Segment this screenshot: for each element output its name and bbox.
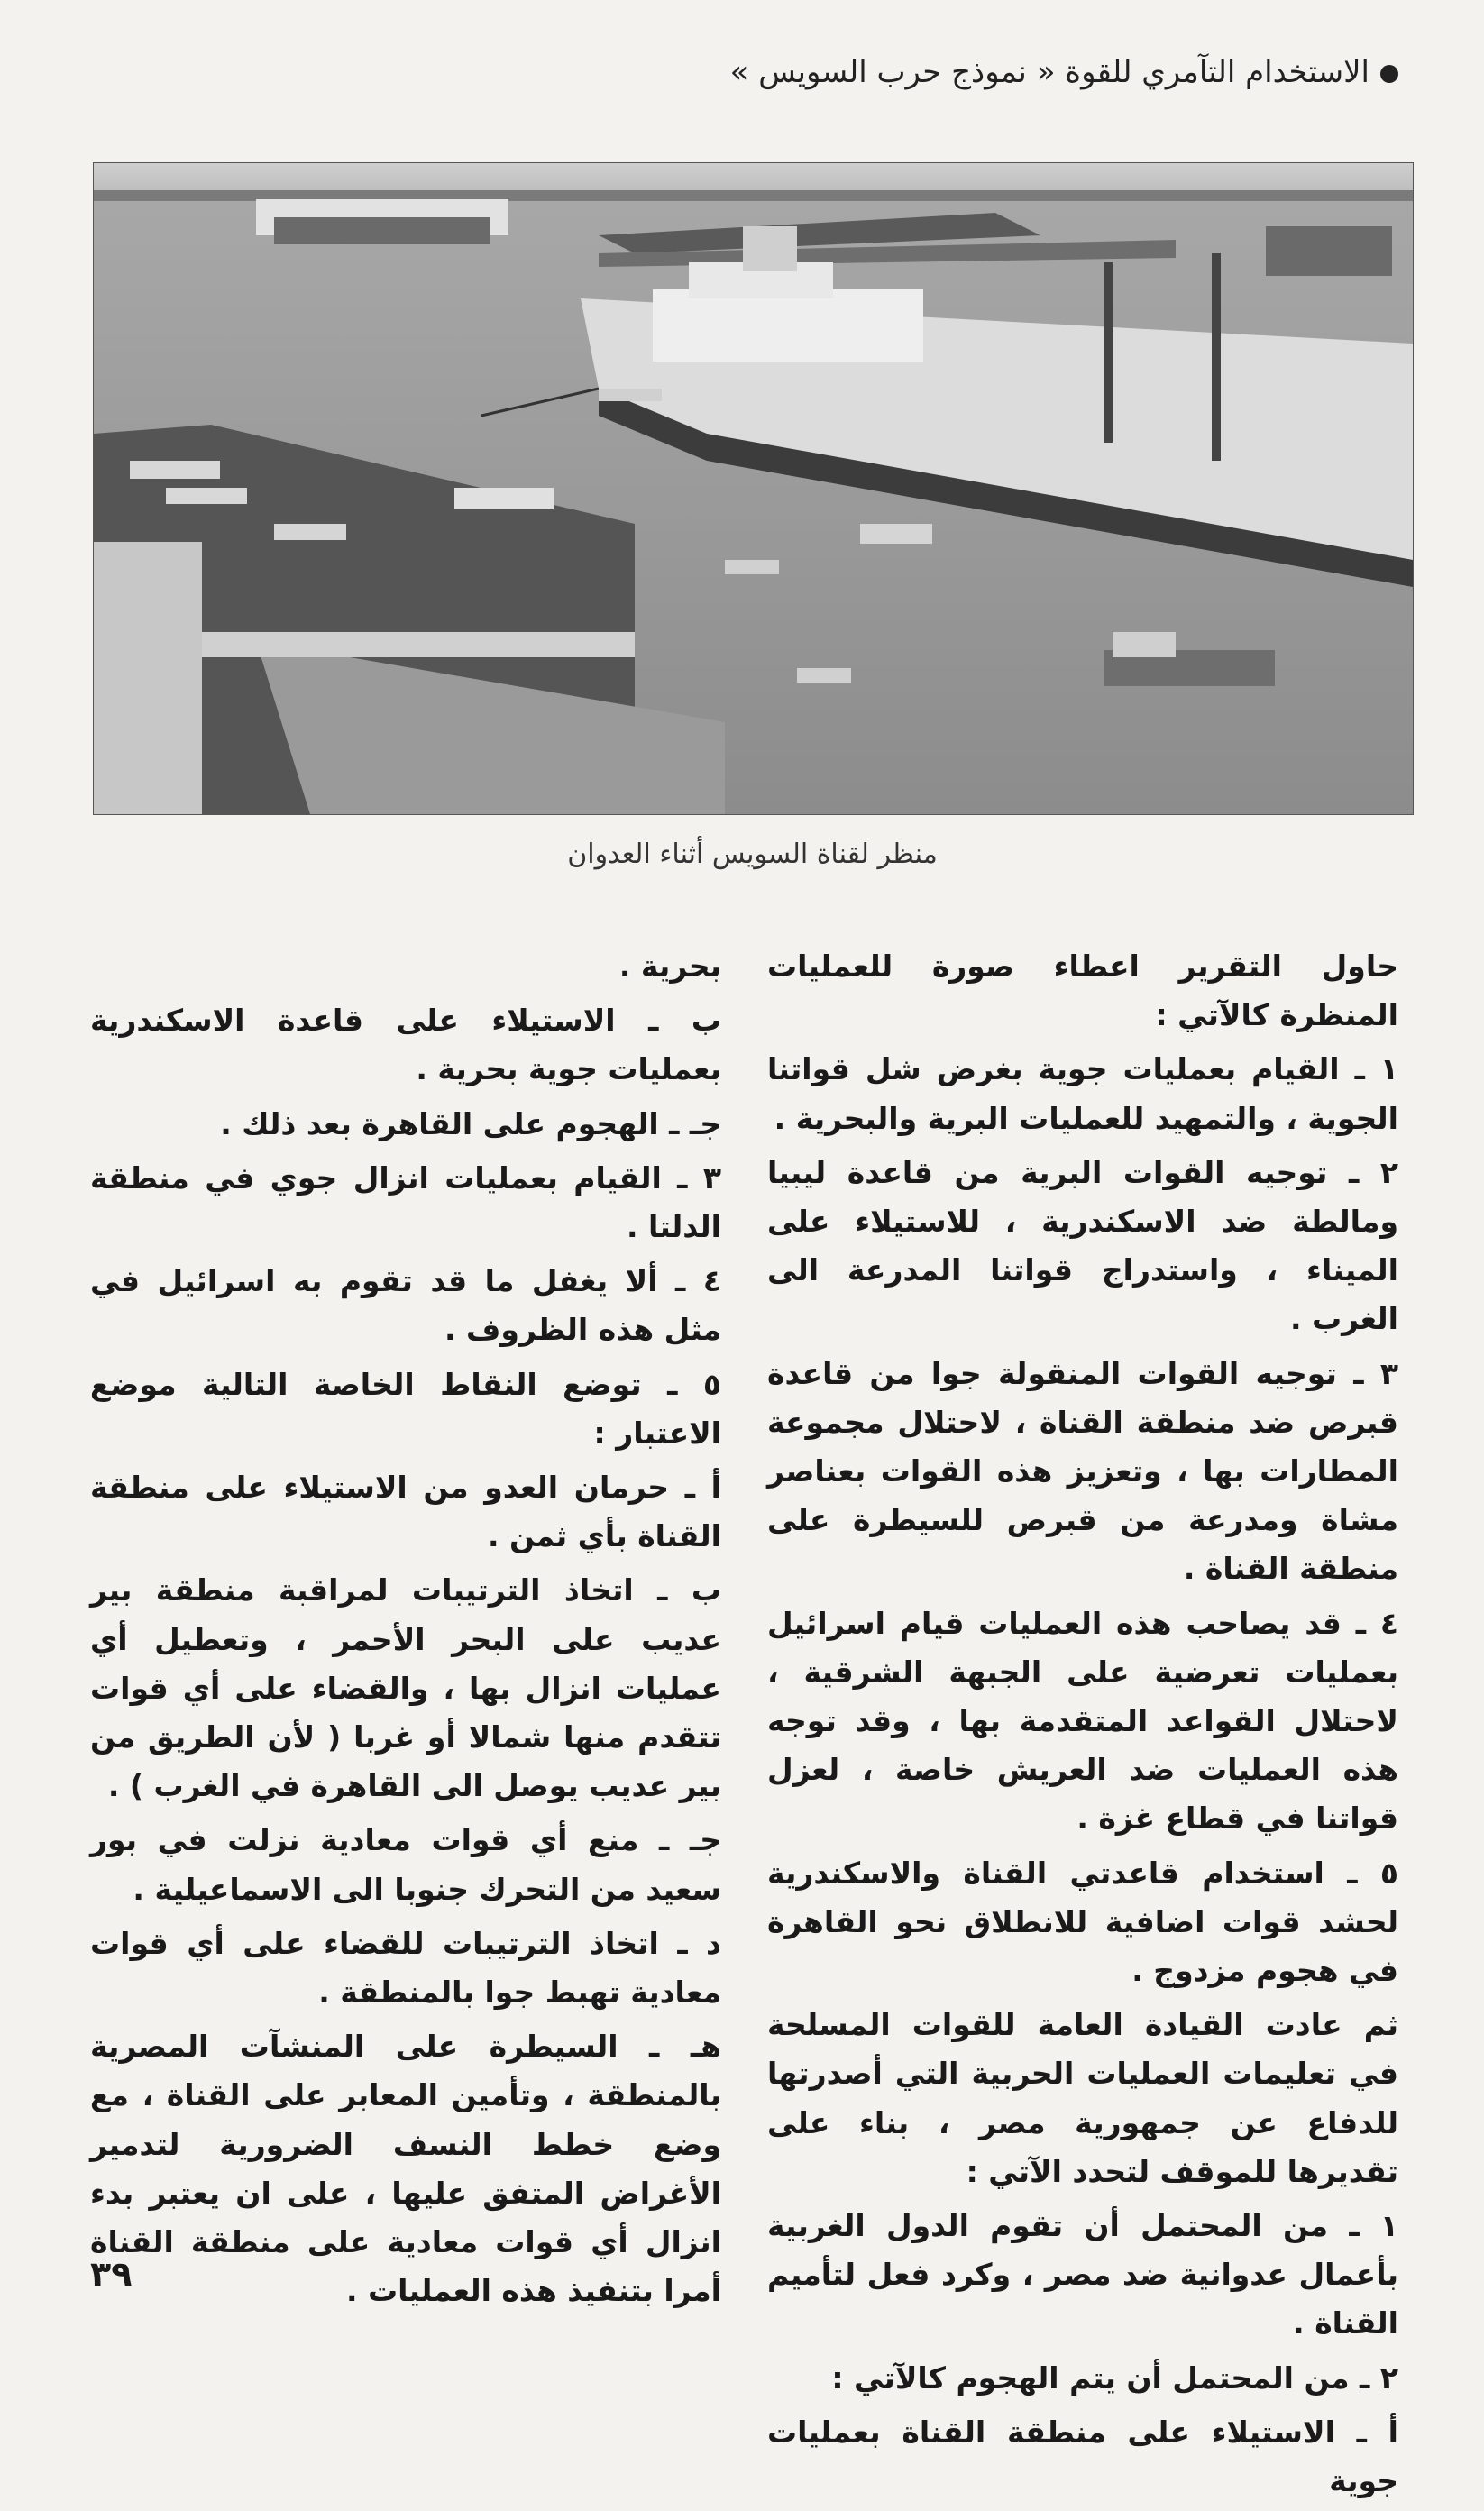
paragraph: ١ ـ من المحتمل أن تقوم الدول الغربية بأعمال عدوانية ضد مصر ، وكرد فعل لتأميم القناة .	[767, 2208, 1398, 2341]
photo-caption: منظر لقناة السويس أثناء العدوان	[567, 839, 938, 870]
paragraph: ب ـ اتخاذ الترتيبات لمراقبة منطقة بير عديب على البحر الأحمر ، وتعطيل أي عمليات انزال بها ، والقضاء على أي قوات تتقدم منها شمالا أو غربا ( لأن الطريق من بير عديب يوصل الى القاهرة في الغرب ) .	[90, 1572, 721, 1804]
paragraph: حاول التقرير اعطاء صورة للعمليات المنظرة كالآتي :	[767, 948, 1398, 1033]
paragraph: ٢ ـ من المحتمل أن يتم الهجوم كالآتي :	[831, 2360, 1398, 2396]
running-header	[82, 54, 1398, 90]
page-number: ٣٩	[90, 2254, 133, 2294]
paragraph: ٢ ـ توجيه القوات البرية من قاعدة ليبيا ومالطة ضد الاسكندرية ، للاستيلاء على الميناء ، واستدراج قواتنا المدرعة الى الغرب .	[767, 1154, 1398, 1337]
paragraph: د ـ اتخاذ الترتيبات للقضاء على أي قوات معادية تهبط جوا بالمنطقة .	[90, 1925, 721, 2011]
left-column	[90, 942, 721, 2321]
paragraph: ٤ ـ ألا يغفل ما قد تقوم به اسرائيل في مثل هذه الظروف .	[90, 1263, 721, 1348]
bullet-icon	[1380, 65, 1398, 83]
paragraph: جـ ـ منع أي قوات معادية نزلت في بور سعيد من التحرك جنوبا الى الاسماعيلية .	[90, 1822, 721, 1907]
running-title: الاستخدام التآمري للقوة « نموذج حرب السويس »	[729, 54, 1369, 90]
paragraph: أ ـ حرمان العدو من الاستيلاء على منطقة القناة بأي ثمن .	[90, 1470, 721, 1554]
suez-canal-photo	[93, 162, 1414, 815]
paragraph: أ ـ الاستيلاء على منطقة القناة بعمليات جوية	[767, 2414, 1398, 2499]
paragraph: بحرية .	[618, 948, 721, 984]
paragraph: ثم عادت القيادة العامة للقوات المسلحة في تعليمات العمليات الحربية التي أصدرتها للدفاع عن جمهورية مصر ، بناء على تقديرها للموقف لتحدد الآتي :	[767, 2007, 1398, 2189]
paragraph: هـ ـ السيطرة على المنشآت المصرية بالمنطقة ، وتأمين المعابر على القناة ، مع وضع خطط النسف الضرورية لتدمير الأغراض المتفق عليها ، على ان يعتبر بدء انزال أي قوات معادية على منطقة القناة أمرا بتنفيذ هذه العمليات .	[90, 2029, 721, 2309]
paragraph: ١ ـ القيام بعمليات جوية بغرض شل قواتنا الجوية ، والتمهيد للعمليات البرية والبحرية .	[767, 1051, 1398, 1136]
paragraph: ٤ ـ قد يصاحب هذه العمليات قيام اسرائيل بعمليات تعرضية على الجبهة الشرقية ، لاحتلال القواعد المتقدمة بها ، وقد توجه هذه العمليات ضد العريش خاصة ، لعزل قواتنا في قطاع غزة .	[767, 1605, 1398, 1837]
paragraph: ٣ ـ توجيه القوات المنقولة جوا من قاعدة قبرص ضد منطقة القناة ، لاحتلال مجموعة المطارات بها ، وتعزيز هذه القوات بعناصر مشاة ومدرعة من قبرص للسيطرة على منطقة القناة .	[767, 1355, 1398, 1587]
paragraph: ٥ ـ توضع النقاط الخاصة التالية موضع الاعتبار :	[90, 1366, 721, 1451]
paragraph: جـ ـ الهجوم على القاهرة بعد ذلك .	[220, 1105, 721, 1141]
harbor-photo-illustration	[94, 163, 1413, 814]
paragraph: ٥ ـ استخدام قاعدتي القناة والاسكندرية لحشد قوات اضافية للانطلاق نحو القاهرة في هجوم مزدوج .	[767, 1855, 1398, 1989]
paragraph: ٣ ـ القيام بعمليات انزال جوي في منطقة الدلتا .	[90, 1159, 721, 1245]
right-column	[767, 942, 1398, 2511]
paragraph: ب ـ الاستيلاء على قاعدة الاسكندرية بعمليات جوية بحرية .	[90, 1003, 721, 1087]
